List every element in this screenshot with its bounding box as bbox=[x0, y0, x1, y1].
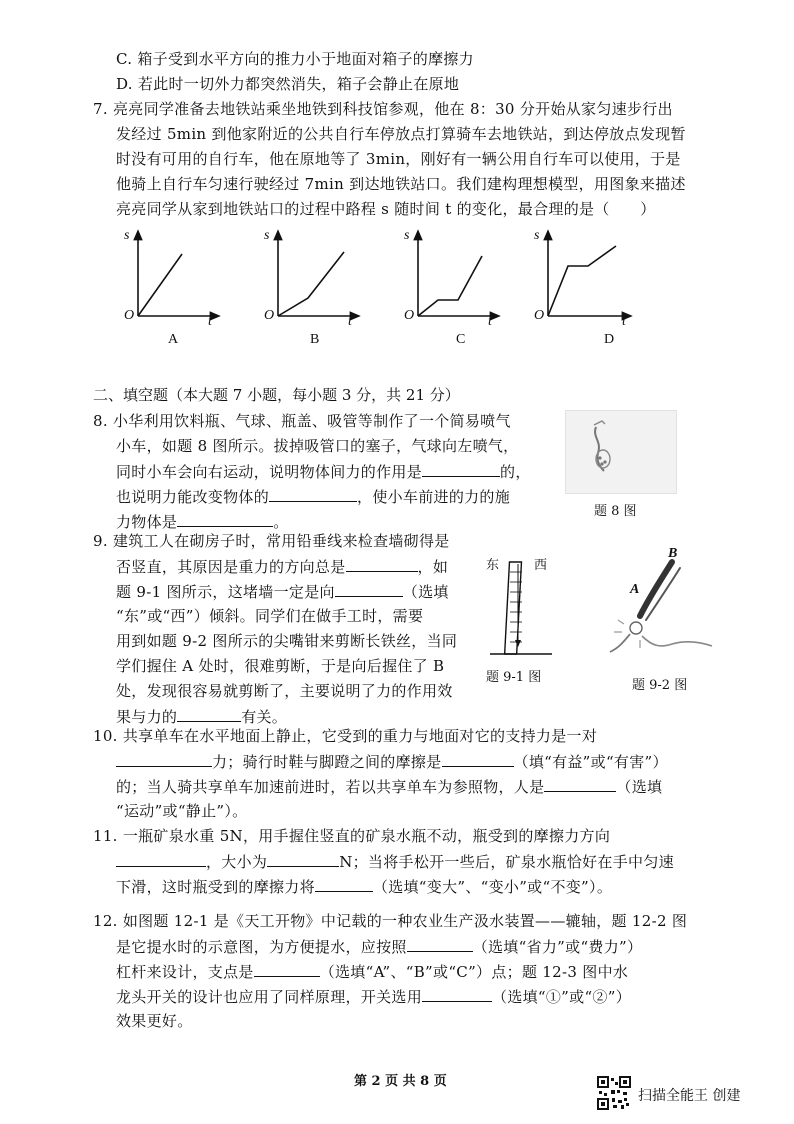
q10-line-3-b: （选填 bbox=[616, 778, 663, 796]
qr-code-icon bbox=[597, 1076, 631, 1110]
graph-b-origin: O bbox=[264, 308, 275, 323]
q10-blank-3[interactable] bbox=[544, 775, 616, 792]
q7-line-1: 7. 亮亮同学准备去地铁站乘坐地铁到科技馆参观，他在 8：30 分开始从家匀速步行出 bbox=[93, 100, 673, 118]
q8-line-5-a: 力物体是 bbox=[116, 513, 178, 531]
q10-line-3-a: 的；当人骑共享单车加速前进时，若以共享单车为参照物，人是 bbox=[116, 778, 545, 796]
q9-line-4: “东”或“西”）倾斜。同学们在做手工时，需要 bbox=[116, 607, 424, 625]
graph-d-label: D bbox=[604, 332, 615, 347]
graph-a-label: A bbox=[168, 332, 179, 347]
q10-line-2-a: 力；骑行时鞋与脚蹬之间的摩擦是 bbox=[212, 753, 442, 771]
graph-a-s-label: s bbox=[124, 228, 130, 243]
figure-9-2-caption: 题 9-2 图 bbox=[632, 678, 688, 693]
q12-line-2 bbox=[116, 935, 642, 958]
q9-line-2-b: ，如 bbox=[417, 558, 449, 576]
q12-blank-1[interactable] bbox=[407, 935, 473, 952]
label-a: A bbox=[630, 582, 640, 597]
q9-blank-1[interactable] bbox=[346, 555, 418, 572]
graph-c-t-label: t bbox=[488, 314, 492, 329]
graph-b-label: B bbox=[310, 332, 320, 347]
q12-line-3-a: 杠杆来设计，支点是 bbox=[116, 963, 254, 981]
q9-line-1: 9. 建筑工人在砌房子时，常用铅垂线来检查墙砌得是 bbox=[93, 532, 450, 550]
q10-line-4: “运动”或“静止”）。 bbox=[116, 802, 248, 820]
q7-line-5: 亮亮同学从家到地铁站口的过程中路程 s 随时间 t 的变化，最合理的是（ ） bbox=[116, 200, 656, 218]
q12-line-5: 效果更好。 bbox=[116, 1012, 193, 1030]
q11-blank-1[interactable] bbox=[116, 850, 206, 867]
figure-9-1 bbox=[486, 552, 556, 664]
q9-line-3 bbox=[116, 580, 449, 603]
q12-line-4-a: 龙头开关的设计也应用了同样原理，开关选用 bbox=[116, 988, 423, 1006]
graph-a-curve bbox=[138, 254, 182, 316]
q9-line-3-b: （选填 bbox=[402, 583, 449, 601]
graph-d-s-label: s bbox=[534, 228, 540, 243]
q12-line-2-a: 是它提水时的示意图，为方便提水，应按照 bbox=[116, 938, 407, 956]
page-number: 第 2 页 共 8 页 bbox=[354, 1074, 447, 1089]
q8-blank-2[interactable] bbox=[269, 485, 357, 502]
graph-a-origin: O bbox=[124, 308, 135, 323]
q7-line-4: 他骑上自行车匀速行驶经过 7min 到达地铁站口。我们建构理想模型，用图象来描述 bbox=[116, 175, 686, 193]
q8-blank-3[interactable] bbox=[177, 510, 273, 527]
graph-b-s-label: s bbox=[264, 228, 270, 243]
q12-line-4-b: （选填“①”或“②”） bbox=[492, 988, 631, 1006]
q11-line-3-a: 下滑，这时瓶受到的摩擦力将 bbox=[116, 878, 315, 896]
graph-a bbox=[118, 228, 228, 353]
q8-line-4 bbox=[116, 485, 510, 508]
q9-line-2-a: 否竖直，其原因是重力的方向总是 bbox=[116, 558, 346, 576]
q11-line-3 bbox=[116, 875, 612, 898]
q10-blank-2[interactable] bbox=[442, 750, 514, 767]
figure-9-2 bbox=[600, 544, 720, 672]
scanner-brand: 扫描全能王 创建 bbox=[638, 1088, 741, 1104]
q9-line-5: 用到如题 9-2 图所示的尖嘴钳来剪断长铁丝，当同 bbox=[116, 632, 458, 650]
q8-line-3-b: 的， bbox=[500, 463, 531, 481]
q11-line-2 bbox=[116, 850, 674, 873]
q11-line-2-a: ，大小为 bbox=[206, 853, 268, 871]
q12-blank-2[interactable] bbox=[254, 960, 320, 977]
q8-line-4-a: 也说明力能改变物体的 bbox=[116, 488, 270, 506]
q10-line-2-b: （填“有益”或“有害”） bbox=[513, 753, 668, 771]
q12-line-3-b: （选填“A”、“B”或“C”）点；题 12-3 图中水 bbox=[319, 963, 629, 981]
q8-line-2: 小车，如题 8 图所示。拔掉吸管口的塞子，气球向左喷气， bbox=[116, 437, 519, 455]
q12-line-4 bbox=[116, 985, 631, 1008]
graph-b bbox=[258, 228, 368, 353]
graph-c-svg bbox=[398, 228, 508, 353]
west-label: 西 bbox=[534, 557, 548, 572]
q7-line-2: 发经过 5min 到他家附近的公共自行车停放点打算骑车去地铁站，到达停放点发现暂 bbox=[116, 125, 686, 143]
graph-c-s-label: s bbox=[404, 228, 410, 243]
graph-d-svg bbox=[528, 228, 643, 353]
graph-d-curve bbox=[548, 246, 616, 316]
q8-line-4-b: ，使小车前进的力的施 bbox=[357, 488, 511, 506]
graph-c-origin: O bbox=[404, 308, 415, 323]
q9-line-8-a: 果与力的 bbox=[116, 708, 178, 726]
graph-b-t-label: t bbox=[348, 314, 352, 329]
q9-blank-2[interactable] bbox=[335, 580, 403, 597]
q12-line-3 bbox=[116, 960, 628, 983]
figure-9-1-caption: 题 9-1 图 bbox=[486, 670, 542, 685]
q8-blank-1[interactable] bbox=[422, 460, 500, 477]
q8-line-5-b: 。 bbox=[273, 513, 289, 531]
q11-blank-3[interactable] bbox=[315, 875, 373, 892]
q9-line-6: 学们握住 A 处时，很难剪断，于是向后握住了 B bbox=[116, 657, 445, 675]
q8-line-3 bbox=[116, 460, 531, 483]
q11-blank-2[interactable] bbox=[267, 850, 339, 867]
graph-d-t-label: t bbox=[622, 314, 626, 329]
q12-blank-3[interactable] bbox=[422, 985, 492, 1002]
q10-blank-1[interactable] bbox=[116, 750, 212, 767]
label-b: B bbox=[668, 546, 678, 561]
graph-b-curve bbox=[278, 252, 344, 316]
q10-line-3 bbox=[116, 775, 662, 798]
figure-8-caption: 题 8 图 bbox=[594, 504, 637, 519]
q10-line-2 bbox=[116, 750, 668, 773]
q9-line-2 bbox=[116, 555, 448, 578]
q10-line-1: 10. 共享单车在水平地面上静止，它受到的重力与地面对它的支持力是一对 bbox=[93, 727, 598, 745]
prev-option-d: D. 若此时一切外力都突然消失，箱子会静止在原地 bbox=[116, 75, 460, 93]
section-2-title: 二、填空题（本大题 7 小题，每小题 3 分，共 21 分） bbox=[93, 386, 460, 404]
q9-blank-3[interactable] bbox=[177, 705, 241, 722]
prev-option-c: C. 箱子受到水平方向的推力小于地面对箱子的摩擦力 bbox=[116, 50, 474, 68]
q9-line-3-a: 题 9-1 图所示，这堵墙一定是向 bbox=[116, 583, 335, 601]
graph-c bbox=[398, 228, 508, 353]
qr-code-svg bbox=[597, 1076, 631, 1110]
q12-line-1: 12. 如图题 12-1 是《天工开物》中记载的一种农业生产汲水装置——辘轴，题 12-2 图 bbox=[93, 912, 688, 930]
q11-line-2-b: N；当将手松开一些后，矿泉水瓶恰好在手中匀速 bbox=[339, 853, 674, 871]
q11-line-3-b: （选填“变大”、“变小”或“不变”）。 bbox=[372, 878, 613, 896]
q8-line-1: 8. 小华利用饮料瓶、气球、瓶盖、吸管等制作了一个简易喷气 bbox=[93, 412, 511, 430]
q8-line-3-a: 同时小车会向右运动，说明物体间力的作用是 bbox=[116, 463, 423, 481]
figure-8-svg bbox=[566, 411, 676, 493]
figure-8-photo bbox=[565, 410, 677, 494]
q7-line-3: 时没有可用的自行车，他在原地等了 3min，刚好有一辆公用自行车可以使用，于是 bbox=[116, 150, 681, 168]
q12-line-2-b: （选填“省力”或“费力”） bbox=[472, 938, 643, 956]
graph-c-curve bbox=[418, 256, 482, 316]
graph-d-origin: O bbox=[534, 308, 545, 323]
figure-9-2-svg bbox=[600, 544, 720, 672]
graph-d bbox=[528, 228, 643, 353]
graph-a-t-label: t bbox=[208, 314, 212, 329]
q11-line-1: 11. 一瓶矿泉水重 5N，用手握住竖直的矿泉水瓶不动，瓶受到的摩擦力方向 bbox=[93, 827, 611, 845]
east-label: 东 bbox=[486, 557, 500, 572]
graph-c-label: C bbox=[456, 332, 466, 347]
q9-line-8-b: 有关。 bbox=[241, 708, 288, 726]
q9-line-7: 处，发现很容易就剪断了，主要说明了力的作用效 bbox=[116, 682, 453, 700]
